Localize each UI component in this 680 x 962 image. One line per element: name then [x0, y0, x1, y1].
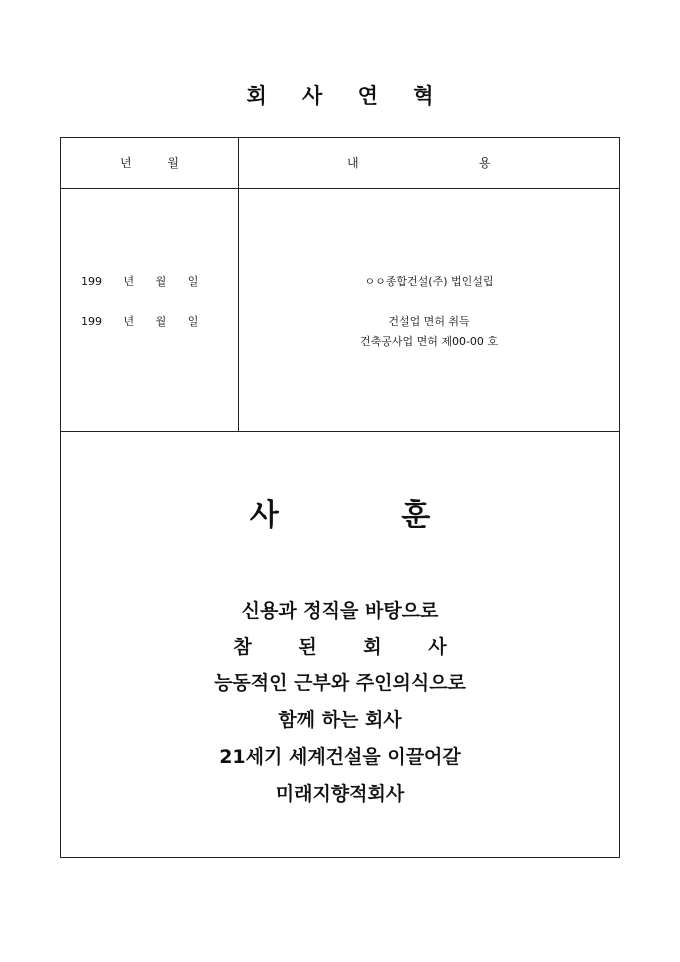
motto-line: 참 된 회 사 — [233, 636, 467, 658]
entry-date: 199 년 월 일 — [81, 315, 199, 328]
company-history-table — [60, 137, 620, 858]
header-content-label-2: 용 — [479, 156, 491, 170]
entry-content: 건축공사업 면허 제00-00 호 — [359, 335, 499, 348]
entry-content: ㅇㅇ종합건설(주) 법인설립 — [364, 275, 494, 288]
motto-line: 21세기 세계건설을 이끌어갈 — [219, 746, 461, 768]
entry-date: 199 년 월 일 — [81, 275, 199, 288]
entry-content: 건설업 면허 취득 — [388, 315, 470, 328]
table-body-row — [61, 189, 619, 432]
header-date: 년 월 — [120, 156, 195, 170]
motto-line: 함께 하는 회사 — [278, 709, 402, 731]
motto-line: 신용과 정직을 바탕으로 — [241, 600, 439, 622]
motto-title: 사 훈 — [249, 498, 487, 533]
page-title: 회 사 연 혁 — [246, 84, 448, 108]
table-header-row — [61, 138, 619, 189]
header-content — [239, 138, 619, 188]
motto-line: 능동적인 근부와 주인의식으로 — [214, 672, 466, 694]
header-content-label-1: 내 — [347, 156, 359, 170]
motto-line: 미래지향적회사 — [275, 783, 405, 805]
